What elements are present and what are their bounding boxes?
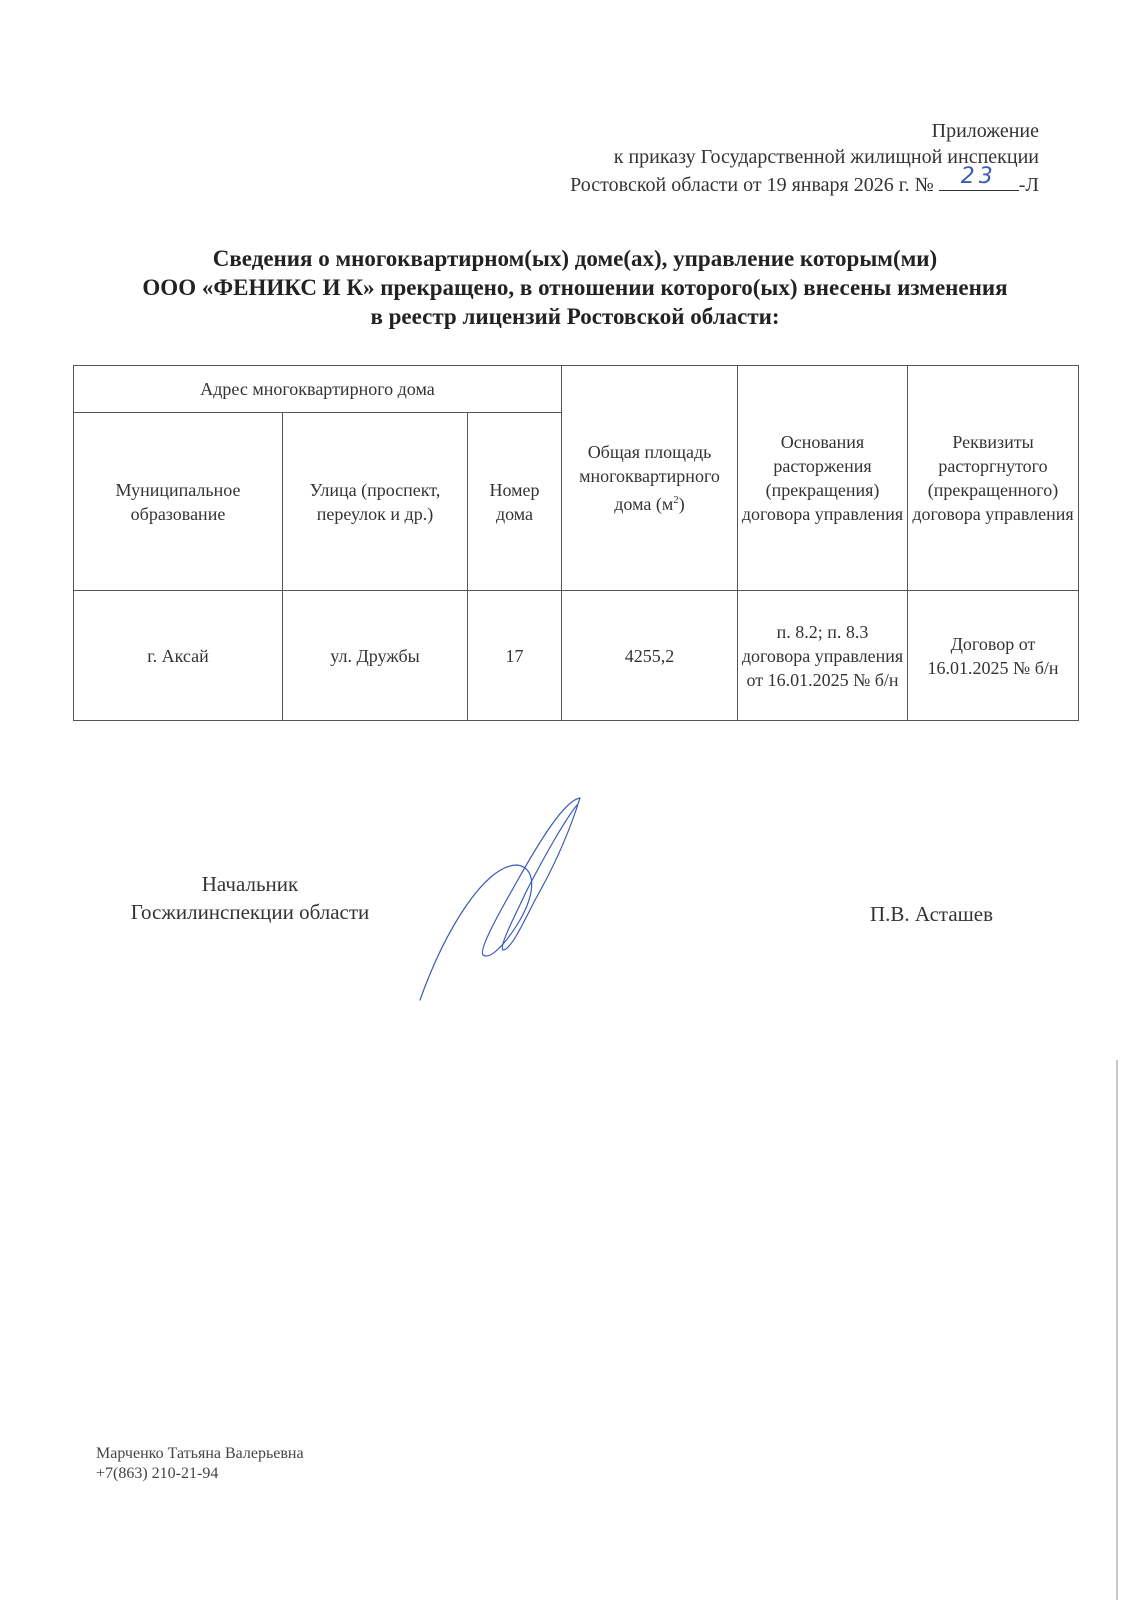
appendix-order-date-text: Ростовской области от 19 января 2026 г. №: [570, 174, 934, 196]
header-total-area: [562, 366, 738, 591]
cell-house-number: 17: [468, 591, 562, 721]
header-area-suffix: ): [678, 494, 685, 514]
title-line-2: ООО «ФЕНИКС И К» прекращено, в отношении которого(ых) внесены изменения: [142, 275, 1008, 300]
order-number-handwritten: 23: [960, 164, 997, 189]
handwritten-signature-icon: [395, 770, 595, 1010]
appendix-order-date: [570, 164, 1039, 198]
header-house-number: Номер дома: [468, 413, 562, 591]
title-line-1: Сведения о многоквартирном(ых) доме(ах), управление которым(ми): [212, 246, 938, 271]
contact-block: [96, 1444, 304, 1484]
appendix-order-ref: к приказу Государственной жилищной инспекции: [613, 146, 1039, 168]
registry-table: [73, 365, 1079, 721]
header-municipality: Муниципальное образование: [74, 413, 283, 591]
signatory-position-line-2: Госжилинспекции области: [130, 900, 370, 924]
document-title: [60, 244, 1090, 331]
order-number-suffix: -Л: [1018, 174, 1039, 196]
cell-area: 4255,2: [562, 591, 738, 721]
signatory-position-line-1: Начальник: [201, 872, 299, 896]
appendix-label: Приложение: [931, 120, 1039, 142]
table-header-row-1: [74, 366, 1079, 413]
cell-termination-basis: п. 8.2; п. 8.3 договора управления от 16.01.2025 № б/н: [738, 591, 908, 721]
cell-contract-details: Договор от 16.01.2025 № б/н: [908, 591, 1079, 721]
header-area-text: Общая площадь многоквартирного дома (м: [579, 442, 720, 514]
signatory-name: П.В. Асташев: [870, 902, 994, 926]
contact-name: Марченко Татьяна Валерьевна: [96, 1445, 304, 1462]
cell-municipality: г. Аксай: [74, 591, 283, 721]
header-address-group: Адрес многоквартирного дома: [74, 366, 562, 413]
cell-street: ул. Дружбы: [283, 591, 468, 721]
signatory-position: [90, 870, 410, 926]
order-number-field: [939, 164, 1019, 191]
header-area-sup: 2: [673, 494, 679, 506]
appendix-header: [570, 118, 1039, 198]
header-street: Улица (проспект, переулок и др.): [283, 413, 468, 591]
header-termination-basis: Основания расторжения (прекращения) договора управления: [738, 366, 908, 591]
table-row: [74, 591, 1079, 721]
contact-phone: +7(863) 210-21-94: [96, 1465, 219, 1482]
scan-edge-line: [1116, 1060, 1118, 1600]
title-line-3: в реестр лицензий Ростовской области:: [370, 304, 780, 329]
header-contract-details: Реквизиты расторгнутого (прекращенного) договора управления: [908, 366, 1079, 591]
